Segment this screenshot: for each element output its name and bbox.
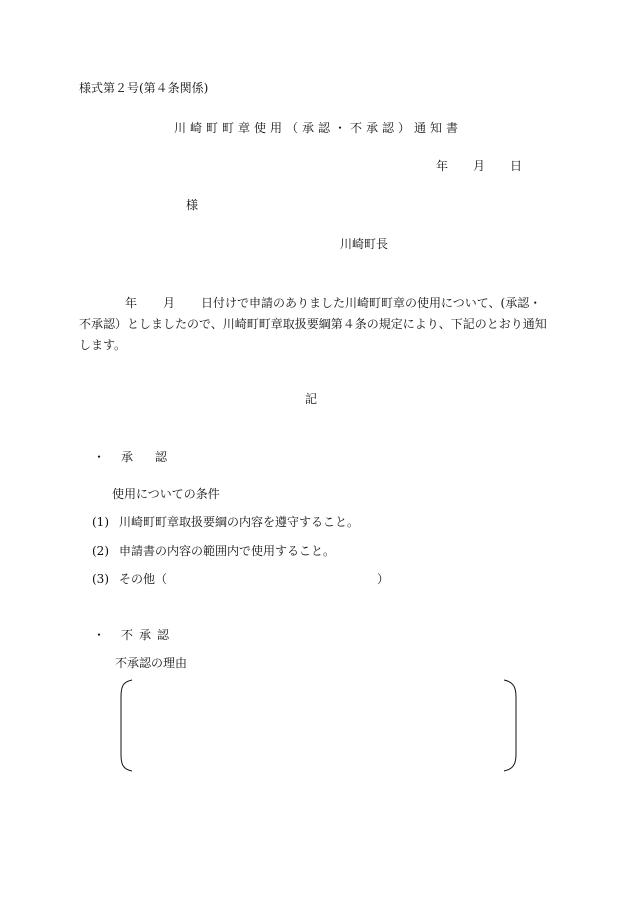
addressee-suffix: 様 [186, 198, 199, 212]
approval-bullet: ・ [93, 450, 106, 464]
date-month: 月 [473, 159, 486, 173]
date-year: 年 [436, 159, 449, 173]
condition-text: 申請書の内容の範囲内で使用すること。 [119, 544, 336, 558]
body-text: 日付けで申請のありました川崎町町章の使用について、(承認・不承認）としましたので、川崎町町章取扱要綱第４条の規定により、下記のとおり通知します。 [79, 296, 547, 352]
condition-number: (3) [92, 572, 109, 586]
date-day: 日 [510, 159, 523, 173]
document-title: 川崎町町章使用（承認・不承認）通知書 [174, 121, 463, 135]
condition-text: 川崎町町章取扱要綱の内容を遵守すること。 [119, 515, 360, 529]
other-close-paren: ） [377, 572, 390, 586]
approval-label: 承認 [121, 450, 190, 464]
rejection-reason-heading: 不承認の理由 [115, 656, 188, 670]
left-bracket [121, 680, 132, 771]
condition-text: その他（ [119, 572, 168, 586]
form-number: 様式第２号(第４条関係) [79, 81, 209, 95]
sender-name: 川崎町長 [340, 237, 389, 251]
ki-heading: 記 [305, 392, 318, 406]
conditions-heading: 使用についての条件 [112, 487, 220, 501]
condition-number: (2) [92, 544, 109, 558]
body-month: 月 [163, 296, 176, 310]
rejection-label: 不承認 [121, 628, 176, 642]
condition-number: (1) [92, 515, 109, 529]
rejection-bullet: ・ [93, 628, 106, 642]
right-bracket [504, 680, 516, 771]
body-year: 年 [125, 296, 138, 310]
